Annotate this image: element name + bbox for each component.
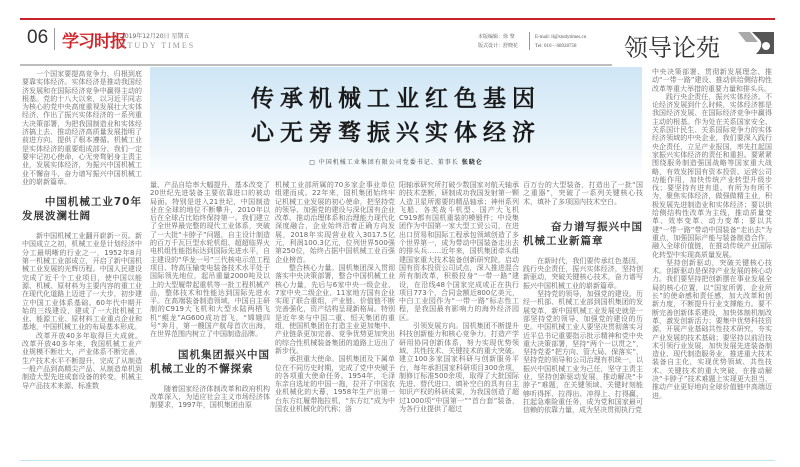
author-title: □ 中国机械工业集团有限公司党委书记、董事长 bbox=[309, 159, 459, 166]
paragraph: 阳轴承研究所打破少数国家对航天轴承的技术垄断，研制成功我国发射第一颗人造卫星所需要的精品轴承；神州系列飞船、各类战斗机型、国产大飞机C919都有国机重装的模锻件；中设集团作为中国第一家大型工贸公司，在进出口贸易和国际工程承包领域创造了多个世界第一，成为带动中国装备走出去的排头兵……近年来，国机集团牵头组建国家重大技术装备创新研究院，启动国有资本投资公司试点，深入推进混合所有制改革，积极投身“一带一路”建设，在沿线48个国家完成或正在执行项目773个，合同金额近800亿美元，中白工业园作为“一带一路”标志性工程，是我国最有影响力的海外经济园区。 bbox=[399, 181, 519, 322]
paragraph: 坚持创新驱动，突破关键核心技术。创新驱动是保持产业发展的核心动力。我们要坚持把创新摆在事业发展全局的核心位置，以“国家所需、企业所长”的使命感和责任感，加大改革和创新力度，不断提升行业支撑能力。要不断完善创新体系建设，加快体制机制改革，激发创新活力；要集中优势科技资源，开展产业基础共性技术研究，夯实产业发展的技术基础；要坚持以前沿技术引领行业发展，加快发展先进装备制造业、现代制造服务业，推进重大技术装备自主化，实现优势领域、共性技术、关键技术的重大突破，在推动解决“卡脖子”技术难题上实现更大担当，推动产业更好地向全球价值链中高端迈进。 bbox=[652, 258, 772, 400]
paragraph: 量、产品自给率大幅提升，基本改变了20世纪先进装备主要依靠进口的被动局面。特别是进入21世纪，中国制造业在全球的地位不断攀升，2010年以后在全球占比始终保持第一。我们建立了全世界最完整的现代工业体系，突破了一大批“卡脖子”问题，自主设计制造的百万千瓦巨型水轮机组、超超临界火电机组性能指标达到国际先进水平，自主建设的“华龙一号”三代核电示范工程项目、特高压输变电装备技术水平处于国际领先地位，起吊重量2000吨及以上的大型履带起重机等一批工程机械产品，整体技术和性能达到国际先进水平。在高端装备制造领域，中国自主研制的C919大飞机和大型水陆两栖飞机“鲲龙”AG600成功首飞，“嫦娥四号”奔月，第一艘国产航母首次出海，在世界范围内树立了中国制造品牌。 bbox=[150, 181, 270, 339]
header-divider bbox=[529, 32, 530, 50]
subheading-line: 奋力谱写振兴中国 bbox=[551, 220, 643, 233]
paragraph: 机械工业部所属的70多家企事业单位组建而成。22年来，国机集团始终牢记机械工业发展的初心使命，把坚持党的领导、加强党的建设与深化国有企业改革、推动治理体系和治理能力现代化深度融合，企业始终沿着正确方向发展，2018年实现营业收入3017.5亿元，利润100.3亿元，位列世界500强第250位，始终占据中国机械工业百强企业榜首。 bbox=[275, 181, 395, 264]
subheading-line: 机械工业新篇章 bbox=[523, 234, 604, 247]
byline bbox=[150, 157, 642, 166]
column-6 bbox=[652, 68, 772, 453]
newspaper-name-english: STUDY TIMES bbox=[121, 41, 196, 50]
subheading-line: 机械工业的不懈探索 bbox=[150, 362, 254, 375]
subheading bbox=[523, 220, 643, 248]
editor-credits bbox=[478, 33, 518, 51]
subheading-line: 中国机械工业70年 bbox=[44, 196, 142, 209]
headline-line-1: 传承机械工业红色基因 bbox=[251, 85, 541, 112]
page-bottom-rule bbox=[20, 460, 775, 461]
page-number: 06 bbox=[27, 27, 49, 48]
issue-date: 2019年12月20日 星期五 bbox=[121, 33, 190, 40]
subheading-line: 国机集团振兴中国 bbox=[178, 348, 270, 361]
contact-info bbox=[535, 33, 586, 51]
header-divider bbox=[54, 28, 55, 50]
section-title: 领导论苑 bbox=[624, 34, 720, 62]
column-1 bbox=[22, 70, 142, 455]
paragraph: 新中国机械工业翻开崭新一页。新中国成立之初，机械工业是计划经济中分工最明晰的行业之一，1952年8月第一机械工业部成立，开启了新中国机械工业发展的光辉历程。中国人民建设完成了近千个工业项目，使中国以能源、机械、原材料为主要内容的重工业在现代化道路上迈进了一大步，初步建立中国工业体系基础。60年代中期开始的三线建设，建成了一大批机械工业、能源工业、原材料工业重点企业和基地，中国机械工业的布局基本形成。 bbox=[22, 232, 142, 332]
paragraph: 百万台的大型装备，打造出了一批“国之重器”，突破了一系列关键核心技术，填补了多项国内技术空白。 bbox=[523, 181, 643, 206]
subheading-line: 发展波澜壮阔 bbox=[22, 210, 91, 223]
paragraph: 改革开放40多年取得巨大成就。改革开放40多年来，我国机械工业产业规模不断壮大，产业体系不断完善，生产技术水平不断提升，完成了从制造一般产品到高精尖产品、从制造单机到制造大型先进成套设备的转变，机械主导产品技术来源、标准数 bbox=[22, 331, 142, 390]
subheading bbox=[22, 195, 142, 223]
headline-line-2: 心无旁骛振兴实体经济 bbox=[251, 119, 541, 146]
designer: 版式设计：舒晓花 bbox=[478, 43, 519, 49]
paragraph: 承担重大使命。国机集团及下属单位在不同历史时期，完成了党中央赋予的各项重大使命任务。1954年，毛泽东亲自选址的中国一拖，拉开了中国农业机械化的大幕，1958年生产出第一台东方红履带拖拉机，“东方红”成为中国农业机械化的代称；洛 bbox=[275, 355, 395, 414]
editor: 本版编辑：徐 黎 bbox=[478, 34, 515, 40]
paragraph: 在新时代，我们要传承红色基因，践行央企责任，振兴实体经济，坚持创新驱动，突破关键核心技术，奋力谱写振兴中国机械工业的崭新篇章。 bbox=[523, 256, 643, 290]
email: E-mail: ll@studytimes.cn bbox=[535, 35, 587, 40]
author-name: 张晓仑 bbox=[461, 159, 483, 166]
paragraph: 随着国家经济体制改革和政府机构改革深入，为适应社会主义市场经济体制要求，1997年，国机集团由原 bbox=[150, 384, 270, 410]
paragraph: 一个国家要提高竞争力，归根到底要靠实体经济。实体经济是推动我国经济发展和在国际经济竞争中赢得主动的根基。党的十八大以来，以习近平同志为核心的党中央高度重视发展壮大实体经济，作出了振兴实体经济的一系列重大决策部署，为把我国制造业和实体经济搞上去、推动经济高质量发展指明了前进方向、提供了根本遵循。机械工业是实体经济的重要组成部分，我们一定要牢记初心使命，心无旁骛躬身主责主业，发展实体经济，为振兴中国机械工业不懈奋斗，奋力谱写振兴中国机械工业的崭新篇章。 bbox=[22, 70, 142, 186]
paragraph: 整合核心力量。国机集团深入贯彻落实中央决策部署，整合中国机械工业核心力量，先后与6家中央一级企业、7家中央二级企业、11家地方国有企业实现了联合重组，产业链、价值链不断完善强化，资产结构呈现新格局。特别是近年来与中国二重、恒天集团的重组，使国机集团在打造主业更加集中、产业链条更加完善、竞争优势更加突出的综合性机械装备集团的道路上迈出了新步伐。 bbox=[275, 263, 395, 355]
column-4 bbox=[399, 181, 519, 455]
telephone: Tel: 010－68928758 bbox=[535, 44, 577, 49]
column-2 bbox=[150, 181, 270, 455]
newspaper-logo: 学习时报 bbox=[62, 32, 126, 52]
paragraph: 中央决策部署、贯彻新发展理念、推动“一带一路”建设、推动供给侧结构性改革等重大举措的重要力量和排头兵。 bbox=[652, 68, 772, 93]
column-5 bbox=[523, 181, 643, 455]
subheading bbox=[150, 348, 270, 376]
header-bottom-rule bbox=[20, 64, 612, 66]
column-3 bbox=[275, 181, 395, 455]
paragraph: 坚持党的领导，加强党的建设。历经一机部、机械工业部到国机集团的发展变革，新中国机械工业发展史就是一部坚持党的领导、加强党的建设的历史。中国机械工业人要坚决贯彻落实习近平总书记重要指示批示精神和党中央重大决策部署，坚持“两个一以贯之”，坚持党委“把方向、管大局、保落实”，坚持党的领导和公司治理有机统一，以振兴中国机械工业为己任，坚守主责主业，坚持创新驱动发展，推动解决“卡脖子”难题，在关键领域、关键时刻能够听得挥、拉得出、冲得上、打得赢，扛起急难险重任务，成为党和国家最可信赖的依靠力量，成为坚决贯彻执行党 bbox=[523, 290, 643, 415]
header-top-rule bbox=[20, 18, 775, 20]
section-emblem-icon bbox=[736, 28, 776, 60]
paragraph: 践行央企责任，振兴实体经济。不论经济发展到什么时候，实体经济都是我国经济发展、在国际经济竞争中赢得主动的根基。作为处在关系国家安全、关系国计民生、关系国际竞争力的实体经济领域的中央企业，我们要深入践行央企责任，立足产业报国，率先扛起国家振兴实体经济的责任和重担。要紧紧围绕服务制造强国战略等国家重大战略，有效发挥国有资本投资、运营公司功能作用，加快传统产业转型升级步伐；要坚持有进有退、有所为有所不为，聚焦实体经济，做强做精主业，积极发展先进制造业和实体经济；要以供给侧结构性改革为主线，推动质量变革、效率变革、动力变革；要以共建“一带一路”带动中国装备“走出去”为重点，加强国际产能与装备制造合作，融入全球价值链，在推动传统产业国际化转型中实现高质量发展。 bbox=[652, 92, 772, 259]
paragraph: 引领发展方向。国机集团不断提升科技创新能力和核心竞争力，打造产学研用协同创新体系，努力实现优势领域、共性技术、关键技术的重大突破。建立100多家国家科研与创新服务平台，每年承担国家科研项目300余项，制修订标准500余项，取得了大批国际先进、替代进口、填补空白的具有自主知识产权的科研成果，为我国创造了超过1000项“中国第一”“首台套”装备，为各行业提供了超过 bbox=[399, 322, 519, 414]
